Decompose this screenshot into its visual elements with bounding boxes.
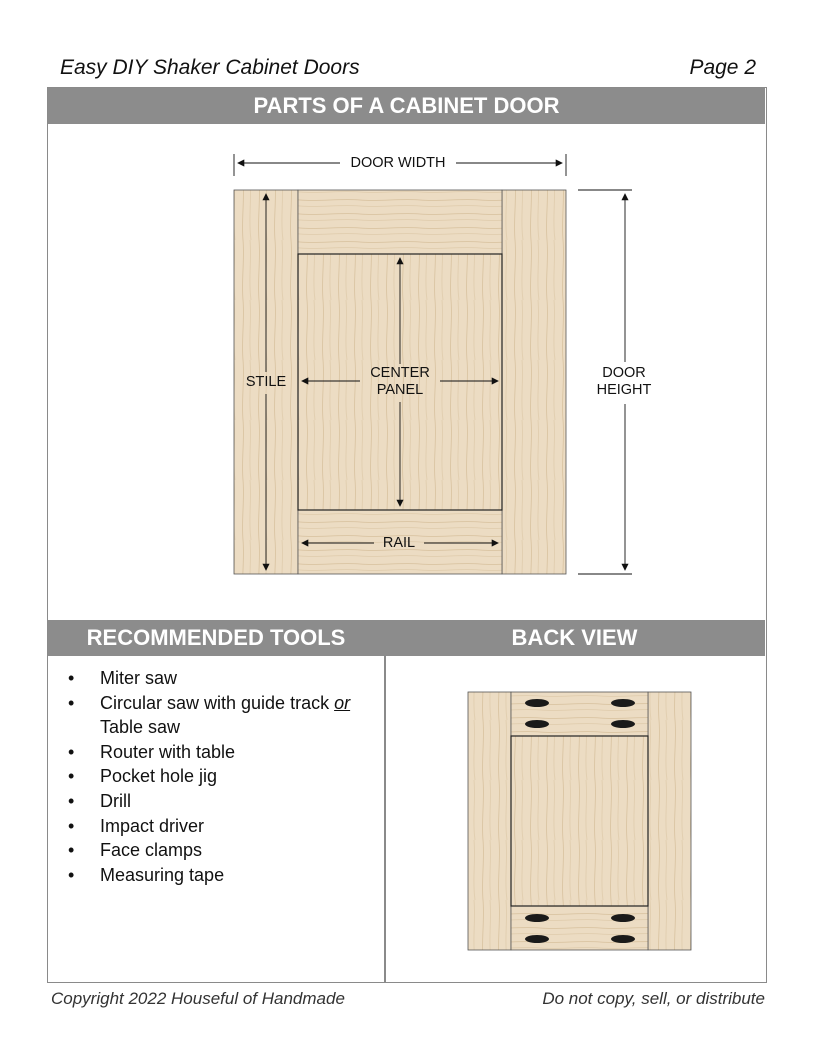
document-title: Easy DIY Shaker Cabinet Doors — [60, 56, 360, 79]
list-item: • Miter saw — [66, 666, 350, 691]
list-item-continuation — [66, 715, 350, 740]
list-item — [66, 691, 350, 716]
tool-text: Circular saw with guide track — [100, 692, 330, 713]
tool-text: Table saw — [100, 717, 181, 738]
list-item: • Impact driver — [66, 814, 350, 839]
center-panel-line-1: CENTER — [370, 365, 430, 381]
door-width-label: DOOR WIDTH — [350, 155, 446, 171]
distribution-notice: Do not copy, sell, or distribute — [542, 989, 765, 1008]
center-panel-line-2: PANEL — [376, 382, 424, 398]
list-item: • Pocket hole jig — [66, 764, 350, 789]
column-divider — [384, 656, 386, 982]
copyright-text: Copyright 2022 Houseful of Handmade — [51, 989, 345, 1008]
stile-label: STILE — [245, 374, 287, 390]
page-number: Page 2 — [689, 56, 756, 79]
list-item: • Measuring tape — [66, 863, 350, 888]
door-height-line-2: HEIGHT — [596, 382, 652, 398]
list-item: • Face clamps — [66, 838, 350, 863]
door-height-line-1: DOOR — [602, 365, 646, 381]
or-text: or — [334, 692, 351, 713]
rail-label: RAIL — [382, 535, 416, 551]
list-item: • Router with table — [66, 740, 350, 765]
parts-section-title: PARTS OF A CABINET DOOR — [48, 88, 765, 124]
list-item: • Drill — [66, 789, 350, 814]
back-view-section-title: BACK VIEW — [384, 620, 765, 656]
tools-section-title: RECOMMENDED TOOLS — [48, 620, 384, 656]
tools-list — [66, 666, 350, 887]
